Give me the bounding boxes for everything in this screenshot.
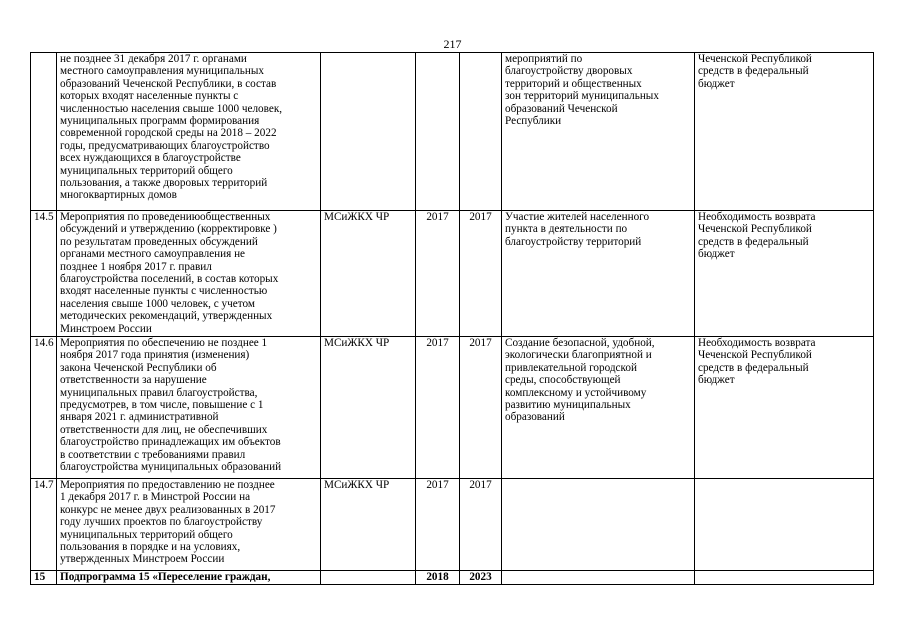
expected-result-cell-text: Участие жителей населенного пункта в деятельности по благоустройству территорий [505, 211, 650, 248]
expected-result-cell [502, 211, 695, 337]
table-row [31, 479, 874, 571]
executor-cell [321, 479, 416, 571]
expected-result-cell-text: Создание безопасной, удобной, экологически благоприятной и привлекательной городской среды, способствующей комплексному и устойчивому развитию муниципальных образований [505, 337, 655, 424]
executor-cell [321, 571, 416, 585]
start-year-cell-text: 2017 [426, 479, 449, 491]
activity-cell [57, 571, 321, 585]
row-number-cell [31, 337, 57, 479]
start-year-cell [416, 337, 460, 479]
start-year-cell [416, 211, 460, 337]
start-year-cell [416, 571, 460, 585]
consequence-cell [695, 479, 874, 571]
start-year-cell [416, 479, 460, 571]
end-year-cell [460, 211, 502, 337]
end-year-cell-text: 2017 [469, 479, 492, 491]
row-number-cell [31, 53, 57, 211]
activity-cell [57, 53, 321, 211]
consequence-cell [695, 53, 874, 211]
executor-cell-text: МСиЖКХ ЧР [324, 211, 390, 223]
start-year-cell [416, 53, 460, 211]
expected-result-cell [502, 53, 695, 211]
table-row [31, 571, 874, 585]
end-year-cell [460, 53, 502, 211]
activity-cell [57, 337, 321, 479]
start-year-cell-text: 2018 [426, 571, 449, 583]
executor-cell-text: МСиЖКХ ЧР [324, 479, 390, 491]
consequence-cell-text: Необходимость возврата Чеченской Республикой средств в федеральный бюджет [698, 211, 816, 261]
activity-cell [57, 211, 321, 337]
table-row [31, 53, 874, 211]
activity-cell-text: Мероприятия по обеспечению не позднее 1 ноября 2017 года принятия (изменения) закона Чеченской Республики об ответственности за нарушение муниципальных правил благоустройства, предусмотрев, в том числе, повышение с 1 января 2021 г. административной ответственности для лиц, не обеспечивших благоустройство принадлежащих им объектов в соответствии с требованиями правил благоустройства муниципальных образований [60, 337, 282, 474]
activity-cell-text: Мероприятия по проведениюобщественных обсуждений и утверждению (корректировке ) по результатам проведенных обсуждений органами местного самоуправления не позднее 1 ноября 2017 г. правил благоустройства поселений, в состав которых входят населенные пункты с численностью населения свыше 1000 человек, с учетом методических рекомендаций, утвержденных Минстроем России [60, 211, 279, 335]
activity-cell-text: Подпрограмма 15 «Переселение граждан, [60, 571, 271, 583]
executor-cell-text: МСиЖКХ ЧР [324, 337, 390, 349]
activities-table [30, 52, 874, 585]
activity-cell [57, 479, 321, 571]
page-number: 217 [443, 37, 462, 51]
executor-cell [321, 337, 416, 479]
expected-result-cell [502, 571, 695, 585]
start-year-cell-text: 2017 [426, 337, 449, 349]
row-number-cell-text: 15 [34, 571, 46, 583]
activity-cell-text: не позднее 31 декабря 2017 г. органами местного самоуправления муниципальных образований Чеченской Республики, в состав которых входят населенные пункты с численностью населения свыше 1000 человек, муниципальных программ формирования современной городской среды на 2018 – 2022 годы, предусматривающих благоустройство всех нуждающихся в благоустройстве муниципальных территорий общего пользования, а также дворовых территорий многоквартирных домов [60, 53, 283, 202]
row-number-cell [31, 571, 57, 585]
row-number-cell [31, 479, 57, 571]
end-year-cell [460, 571, 502, 585]
consequence-cell [695, 337, 874, 479]
consequence-cell-text: Необходимость возврата Чеченской Республикой средств в федеральный бюджет [698, 337, 816, 387]
expected-result-cell-text: мероприятий по благоустройству дворовых территорий и общественных зон территорий муниципальных образований Чеченской Республики [505, 53, 659, 128]
expected-result-cell [502, 479, 695, 571]
table-row [31, 337, 874, 479]
end-year-cell [460, 479, 502, 571]
consequence-cell [695, 211, 874, 337]
consequence-cell [695, 571, 874, 585]
activity-cell-text: Мероприятия по предоставлению не позднее 1 декабря 2017 г. в Минстрой России на конкурс не менее двух реализованных в 2017 году лучших проектов по благоустройству муниципальных территорий общего пользования в порядке и на условиях, утвержденных Минстроем России [60, 479, 276, 566]
expected-result-cell [502, 337, 695, 479]
end-year-cell-text: 2023 [469, 571, 492, 583]
row-number-cell-text: 14.5 [34, 211, 54, 223]
row-number-cell [31, 211, 57, 337]
row-number-cell-text: 14.7 [34, 479, 54, 491]
consequence-cell-text: Чеченской Республикой средств в федеральный бюджет [698, 53, 812, 90]
row-number-cell-text: 14.6 [34, 337, 54, 349]
end-year-cell [460, 337, 502, 479]
end-year-cell-text: 2017 [469, 337, 492, 349]
executor-cell [321, 53, 416, 211]
table-row [31, 211, 874, 337]
start-year-cell-text: 2017 [426, 211, 449, 223]
end-year-cell-text: 2017 [469, 211, 492, 223]
executor-cell [321, 211, 416, 337]
